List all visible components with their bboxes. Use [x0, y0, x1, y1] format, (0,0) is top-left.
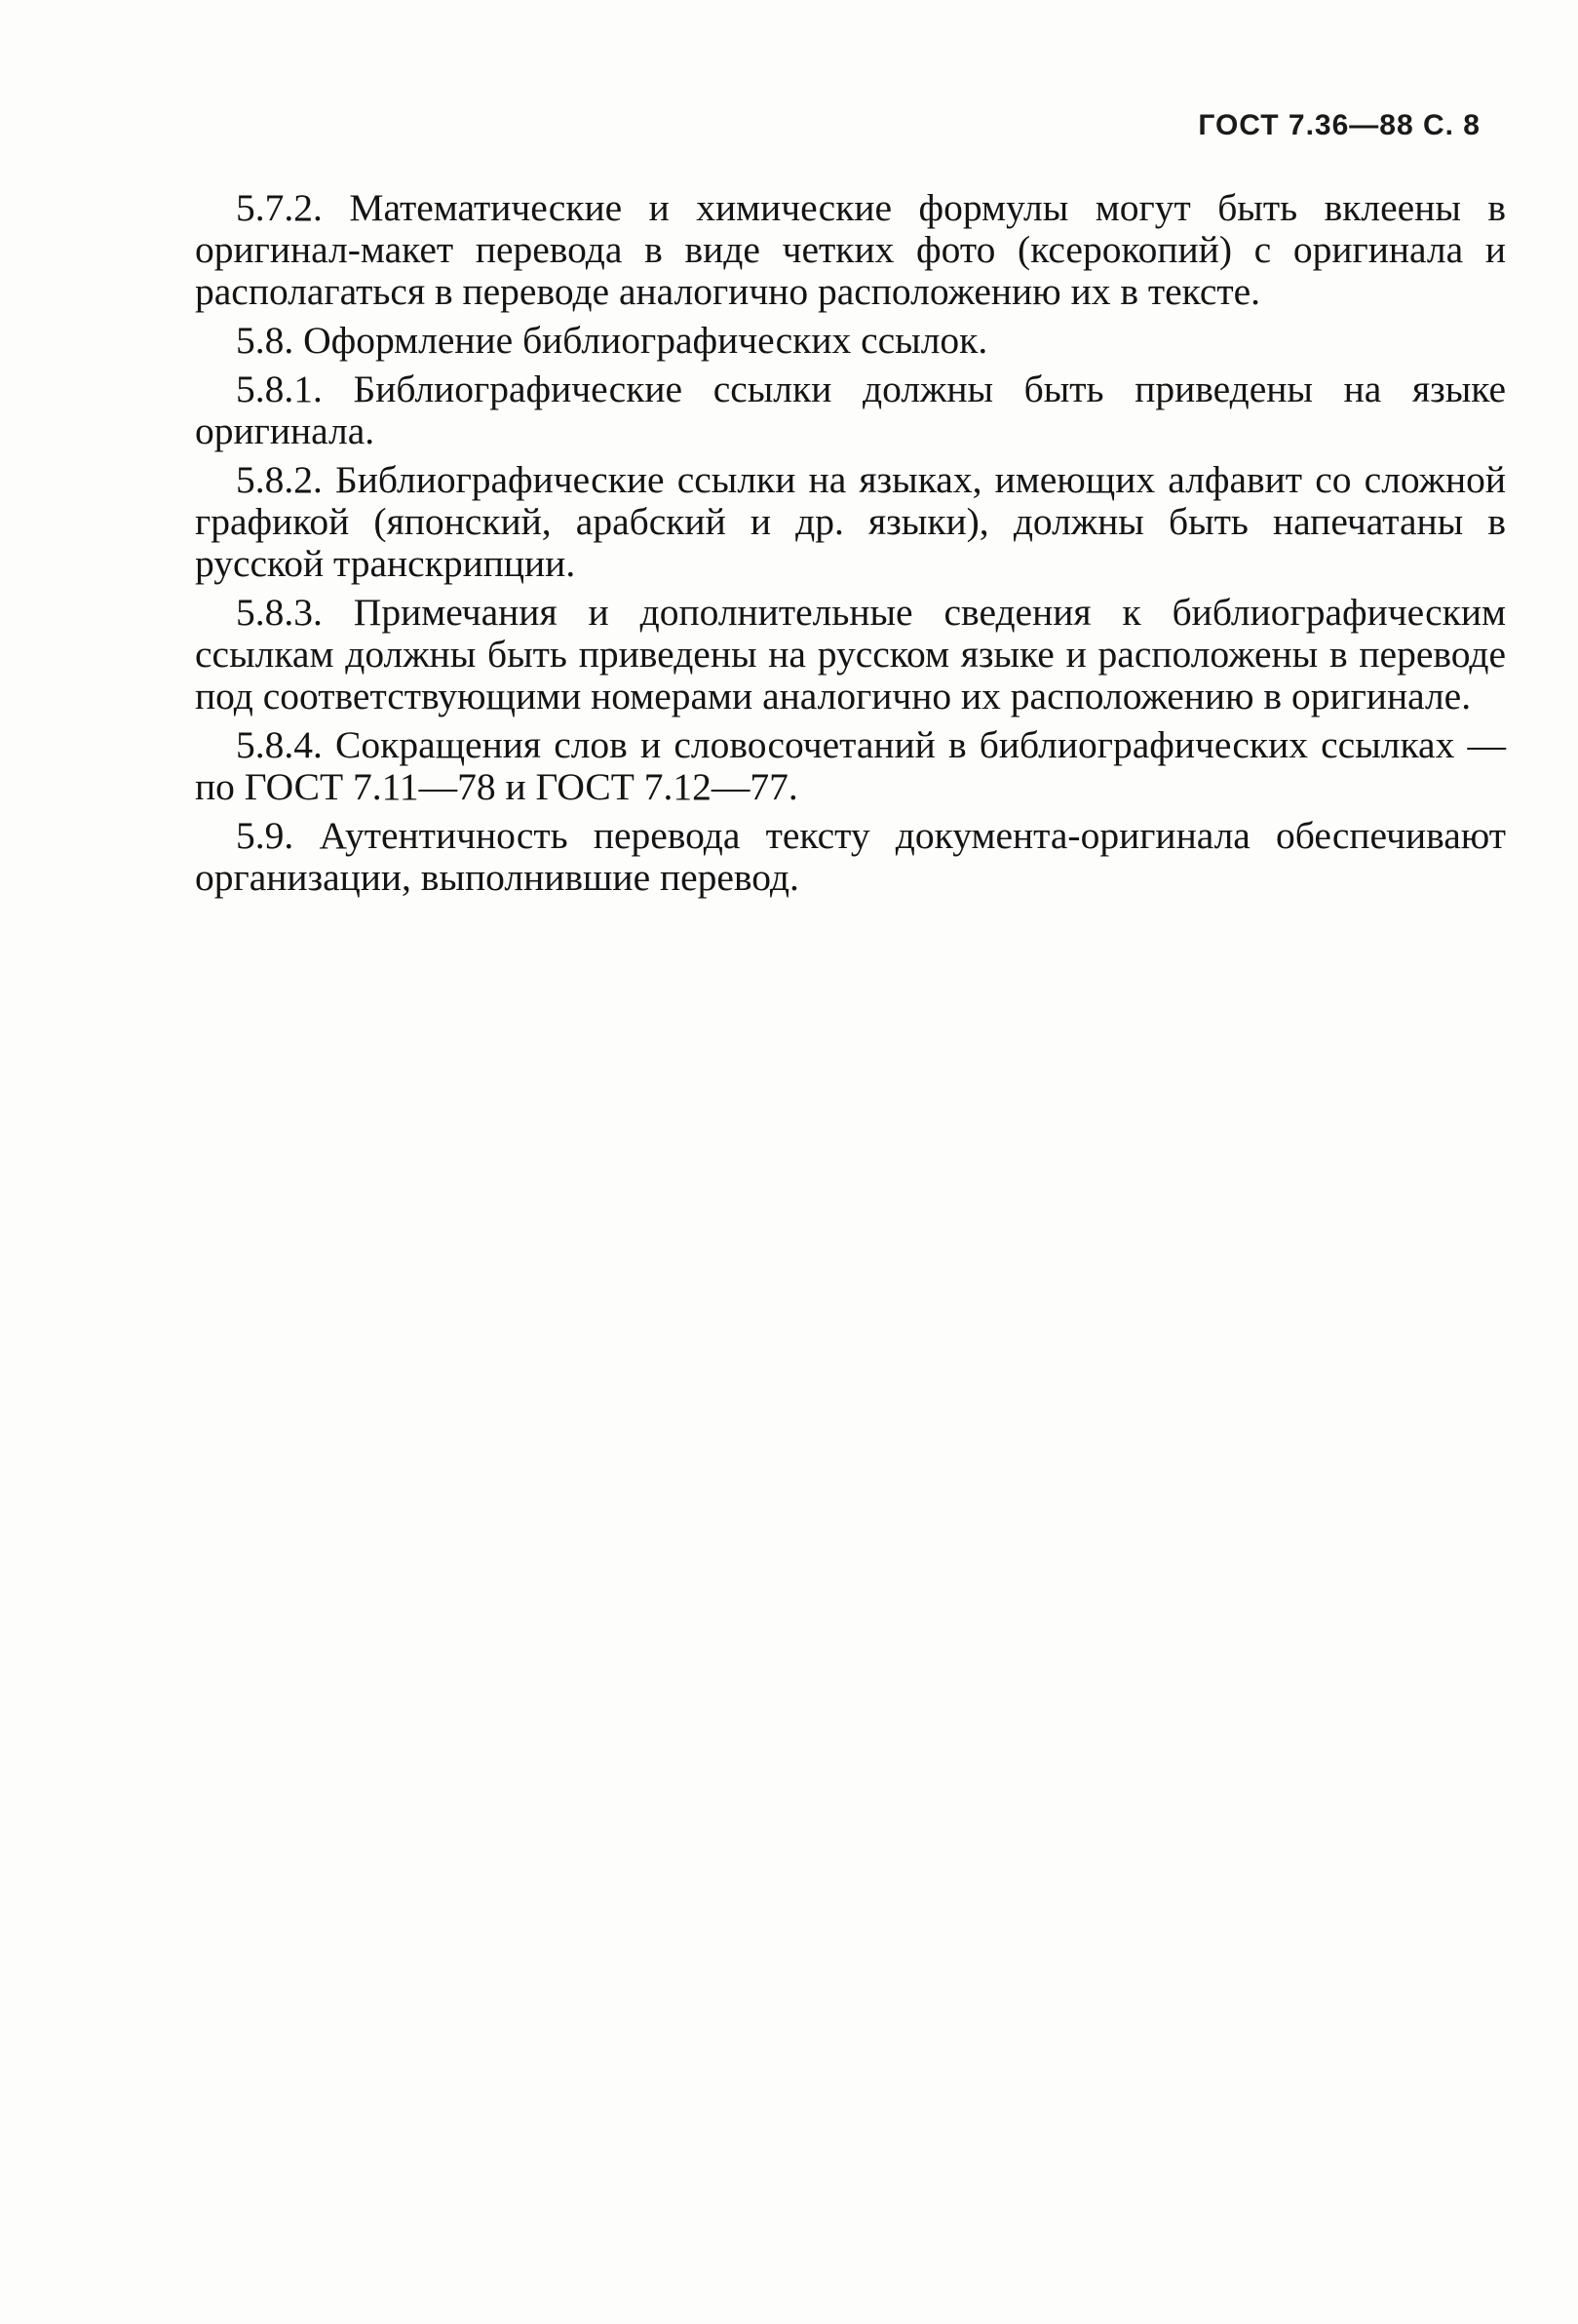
paragraph-5-9: 5.9. Аутентичность перевода тексту документа-оригинала обеспечивают организации, выполнившие перевод.: [195, 814, 1506, 899]
document-body: [195, 187, 1506, 899]
paragraph-5-8-2: 5.8.2. Библиографические ссылки на языках, имеющих алфавит со сложной графикой (японский, арабский и др. языки), должны быть напечатаны в русской транскрипции.: [195, 458, 1506, 585]
paragraph-5-8-4: 5.8.4. Сокращения слов и словосочетаний в библиографических ссылках — по ГОСТ 7.11—78 и ГОСТ 7.12—77.: [195, 723, 1506, 808]
paragraph-5-8-1: 5.8.1. Библиографические ссылки должны быть приведены на языке оригинала.: [195, 368, 1506, 452]
paragraph-5-8-3: 5.8.3. Примечания и дополнительные сведения к библиографическим ссылкам должны быть приведены на русском языке и расположены в переводе под соответствующими номерами аналогично их расположению в оригинале.: [195, 591, 1506, 717]
page-header: ГОСТ 7.36—88 С. 8: [1198, 109, 1481, 141]
paragraph-5-8: 5.8. Оформление библиографических ссылок.: [236, 319, 988, 362]
paragraph-5-7-2: 5.7.2. Математические и химические формулы могут быть вклеены в оригинал-макет перевода в виде четких фото (ксерокопий) с оригинала и располагаться в переводе аналогично расположению их в тексте.: [195, 186, 1506, 313]
